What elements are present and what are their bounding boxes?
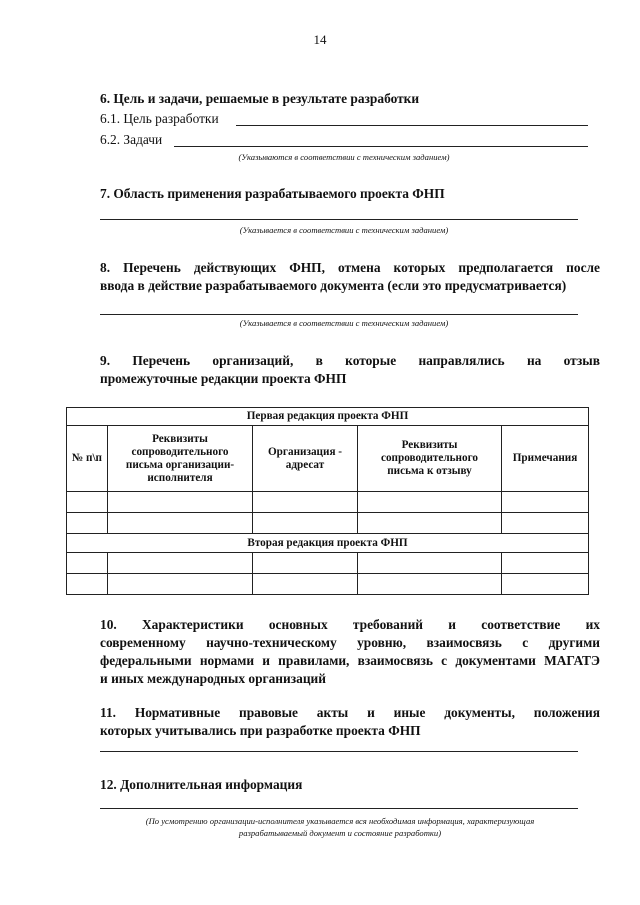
table-cell[interactable] xyxy=(358,492,502,513)
section-9-line2: промежуточные редакции проекта ФНП xyxy=(100,371,347,386)
goal-label: 6.1. Цель разработки xyxy=(100,111,219,126)
section-8-line1: 8. Перечень действующих ФНП, отмена которых предполагается после xyxy=(100,260,600,275)
section-7-note: (Указывается в соответствии с техническим заданием) xyxy=(239,225,449,235)
section-7-line[interactable] xyxy=(100,219,578,220)
table-row xyxy=(67,492,589,513)
section-6-note: (Указываются в соответствии с техническим заданием) xyxy=(238,152,450,162)
section-11-line1: 11. Нормативные правовые акты и иные документы, положения xyxy=(100,705,600,720)
page-number: 14 xyxy=(313,32,327,47)
section-10-line4: и иных международных организаций xyxy=(100,671,326,686)
section-12-note-line1: (По усмотрению организации-исполнителя указывается вся необходимая информация, характеризующая xyxy=(145,816,535,826)
goal-line[interactable] xyxy=(236,125,588,126)
table-cell[interactable] xyxy=(67,553,108,574)
section-10-line2: современному научно-техническому уровню, взаимосвязь с другими xyxy=(100,635,600,650)
section-11-line2: которых учитывались при разработке проекта ФНП xyxy=(100,723,421,738)
table-cell[interactable] xyxy=(67,513,108,534)
table-cell[interactable] xyxy=(108,492,253,513)
first-edition-header: Первая редакция проекта ФНП xyxy=(67,408,589,426)
section-8-line2: ввода в действие разрабатываемого документа (если это предусматривается) xyxy=(100,278,567,293)
table-cell[interactable] xyxy=(358,513,502,534)
tasks-line[interactable] xyxy=(174,146,588,147)
table-cell[interactable] xyxy=(253,574,358,595)
section-9-line1: 9. Перечень организаций, в которые направлялись на отзыв xyxy=(100,353,600,368)
col-header-req-review: Реквизиты сопроводительного письма к отзыву xyxy=(358,426,502,492)
table-cell[interactable] xyxy=(502,574,589,595)
table-cell[interactable] xyxy=(253,553,358,574)
col-header-req-executor: Реквизиты сопроводительного письма организации-исполнителя xyxy=(108,426,253,492)
section-8-line[interactable] xyxy=(100,314,578,315)
table-cell[interactable] xyxy=(67,574,108,595)
table-cell[interactable] xyxy=(358,574,502,595)
review-table xyxy=(66,407,589,595)
section-11-line[interactable] xyxy=(100,751,578,752)
section-8-note: (Указывается в соответствии с техническим заданием) xyxy=(239,318,449,328)
table-cell[interactable] xyxy=(108,553,253,574)
table-cell[interactable] xyxy=(108,574,253,595)
table-cell[interactable] xyxy=(502,553,589,574)
table-row xyxy=(67,574,589,595)
col-header-org: Организация - адресат xyxy=(253,426,358,492)
table-cell[interactable] xyxy=(358,553,502,574)
table-cell[interactable] xyxy=(67,492,108,513)
col-header-num: № п\п xyxy=(67,426,108,492)
section-10-line3: федеральными нормами и правилами, взаимосвязь с документами МАГАТЭ xyxy=(100,653,600,668)
table-cell[interactable] xyxy=(253,492,358,513)
section-10-line1: 10. Характеристики основных требований и соответствие их xyxy=(100,617,600,632)
table-row xyxy=(67,553,589,574)
col-header-notes: Примечания xyxy=(502,426,589,492)
table-cell[interactable] xyxy=(502,513,589,534)
table-cell[interactable] xyxy=(253,513,358,534)
second-edition-header: Вторая редакция проекта ФНП xyxy=(67,534,589,553)
section-6-title: 6. Цель и задачи, решаемые в результате разработки xyxy=(100,91,420,106)
section-12-note-line2: разрабатываемый документ и состояние разработки) xyxy=(238,828,442,838)
table-cell[interactable] xyxy=(502,492,589,513)
table-row xyxy=(67,513,589,534)
tasks-label: 6.2. Задачи xyxy=(100,132,163,147)
section-7-title: 7. Область применения разрабатываемого проекта ФНП xyxy=(100,186,445,201)
section-12-line[interactable] xyxy=(100,808,578,809)
table-cell[interactable] xyxy=(108,513,253,534)
section-12-title: 12. Дополнительная информация xyxy=(100,777,303,792)
